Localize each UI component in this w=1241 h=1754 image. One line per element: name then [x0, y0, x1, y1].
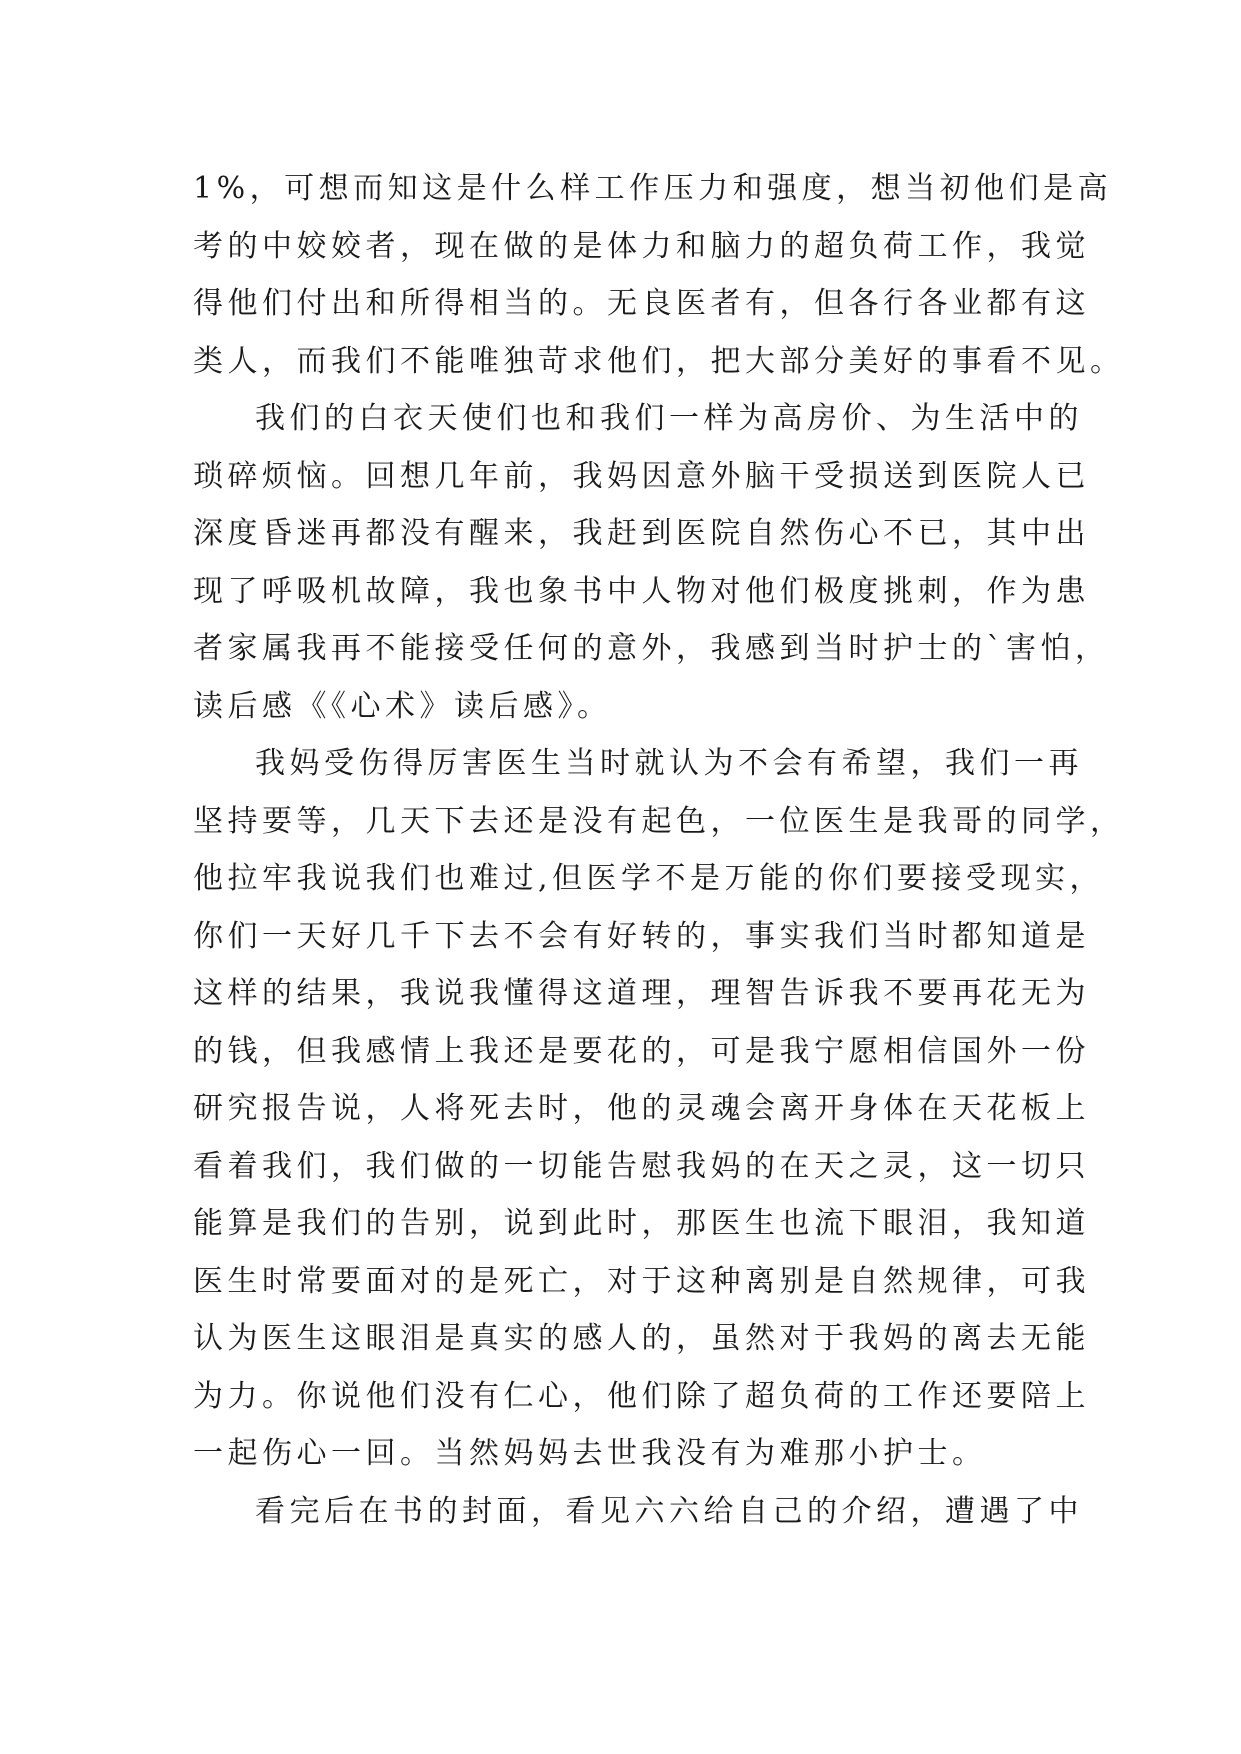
text-line: 坚持要等，几天下去还是没有起色，一位医生是我哥的同学， — [193, 803, 1125, 839]
text-line: 看着我们，我们做的一切能告慰我妈的在天之灵，这一切只 — [193, 1148, 1090, 1184]
text-line: 得他们付出和所得相当的。无良医者有，但各行各业都有这 — [193, 286, 1090, 321]
text-line: 琐碎烦恼。回想几年前，我妈因意外脑干受损送到医院人已 — [193, 458, 1090, 494]
text-line: 研究报告说，人将死去时，他的灵魂会离开身体在天花板上 — [193, 1091, 1090, 1126]
text-line: 这样的结果，我说我懂得这道理，理智告诉我不要再花无为 — [193, 976, 1090, 1011]
document-body-text — [193, 160, 1125, 1540]
text-line: 读后感《《心术》读后感》。 — [193, 688, 612, 724]
text-line: 一起伤心一回。当然妈妈去世我没有为难那小护士。 — [193, 1436, 987, 1471]
text-line: 我妈受伤得厉害医生当时就认为不会有希望，我们一再 — [255, 746, 1083, 781]
text-line: 现了呼吸机故障，我也象书中人物对他们极度挑刺，作为患 — [193, 573, 1090, 609]
text-line: 认为医生这眼泪是真实的感人的，虽然对于我妈的离去无能 — [193, 1321, 1090, 1356]
text-line: 我们的白衣天使们也和我们一样为高房价、为生活中的 — [255, 401, 1083, 436]
text-line: 类人，而我们不能唯独苛求他们，把大部分美好的事看不见。 — [193, 343, 1125, 379]
text-line: 1%，可想而知这是什么样工作压力和强度，想当初他们是高 — [193, 171, 1113, 206]
text-line: 为力。你说他们没有仁心，他们除了超负荷的工作还要陪上 — [193, 1378, 1090, 1414]
text-line: 考的中姣姣者，现在做的是体力和脑力的超负荷工作，我觉 — [193, 228, 1090, 264]
text-line: 的钱，但我感情上我还是要花的，可是我宁愿相信国外一份 — [193, 1033, 1090, 1069]
text-line: 能算是我们的告别，说到此时，那医生也流下眼泪，我知道 — [193, 1206, 1090, 1241]
text-line: 者家属我再不能接受任何的意外，我感到当时护士的`害怕， — [193, 631, 1110, 666]
text-line: 他拉牢我说我们也难过,但医学不是万能的你们要接受现实， — [193, 861, 1105, 896]
text-line: 看完后在书的封面，看见六六给自己的介绍，遭遇了中 — [255, 1493, 1083, 1529]
text-line: 你们一天好几千下去不会有好转的，事实我们当时都知道是 — [193, 918, 1090, 954]
text-line: 深度昏迷再都没有醒来，我赶到医院自然伤心不已，其中出 — [193, 516, 1090, 551]
text-line: 医生时常要面对的是死亡，对于这种离别是自然规律，可我 — [193, 1263, 1090, 1299]
